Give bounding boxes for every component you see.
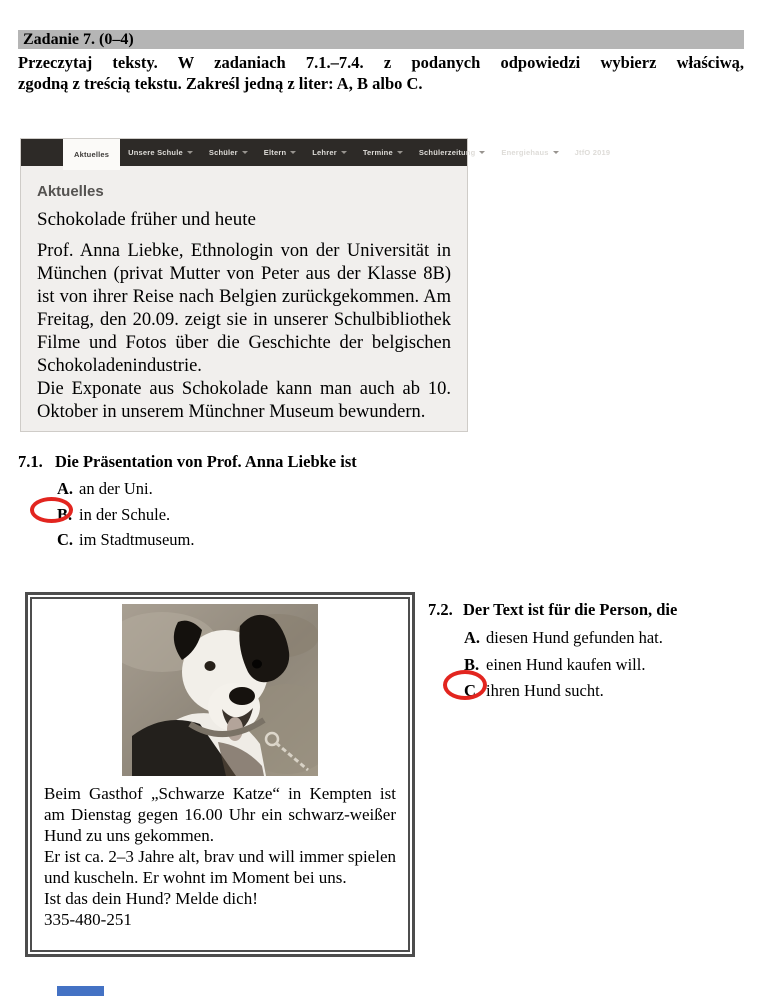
website-screenshot (20, 138, 611, 432)
question-7-2 (428, 600, 758, 705)
lost-dog-ad-text (44, 783, 396, 930)
nav-item-energiehaus[interactable] (493, 139, 566, 166)
task-header: Zadanie 7. (0–4) (18, 30, 744, 49)
nav-item-label: Aktuelles (74, 150, 110, 159)
question-7-2-number: 7.2. (428, 600, 453, 619)
instruction-line-1: Przeczytaj teksty. W zadaniach 7.1.–7.4. z podanych odpowiedzi wybierz właściwą, (18, 53, 744, 72)
nav-item-schüler[interactable] (201, 139, 256, 166)
nav-item-label: Lehrer (312, 148, 337, 157)
question-7-2-stem (428, 600, 758, 620)
nav-item-jtfo-2019[interactable] (567, 139, 619, 166)
option-letter: B. (57, 504, 73, 524)
website-body (21, 166, 467, 424)
chevron-down-icon (341, 151, 347, 154)
nav-item-label: Schüler (208, 148, 238, 157)
article-paragraph-1: Prof. Anna Liebke, Ethnologin von der Universität in München (privat Mutter von Peter aus der Klasse 8B) ist von ihrer Reise nach Belgien zurückgekommen. Am Freitag, den 20.09. zeigt sie in unserer Schulbibliothek Filme und Fotos über die Geschichte der belgischen Schokoladenindustrie. (37, 241, 451, 376)
option-7-1-A (57, 476, 438, 502)
task-instruction (18, 52, 744, 94)
ad-line-1: Beim Gasthof „Schwarze Katze“ in Kempten ist am Dienstag gegen 16.00 Uhr ein schwarz-weißer Hund zu uns gekommen. (44, 784, 396, 845)
option-text: ihren Hund sucht. (486, 681, 604, 700)
lost-dog-ad-box (25, 592, 415, 957)
lost-dog-ad-inner (30, 597, 410, 952)
option-letter: A. (57, 479, 74, 498)
nav-item-lehrer[interactable] (304, 139, 355, 166)
ad-phone-number: 335-480-251 (44, 910, 132, 929)
option-text: an der Uni. (79, 479, 153, 498)
option-text: in der Schule. (79, 504, 171, 524)
option-letter: A. (464, 628, 481, 647)
chevron-down-icon (479, 151, 485, 154)
question-7-1-options (57, 476, 438, 553)
website-section-heading: Aktuelles (37, 183, 104, 200)
option-7-1-B (57, 502, 438, 528)
chevron-down-icon (187, 151, 193, 154)
question-7-1-stem (18, 452, 438, 472)
question-7-1 (18, 452, 438, 553)
website-navbar (21, 139, 611, 166)
ad-line-3: Ist das dein Hund? Melde dich! (44, 889, 258, 908)
article-title: Schokolade früher und heute (37, 209, 256, 230)
chevron-down-icon (290, 151, 296, 154)
article-paragraph-2: Die Exponate aus Schokolade kann man auch ab 10. Oktober in unserem Münchner Museum bewundern. (37, 379, 451, 422)
footer-blue-bar (57, 986, 104, 996)
question-7-1-number: 7.1. (18, 452, 43, 471)
option-text: einen Hund kaufen will. (486, 654, 646, 674)
question-7-1-stem-text: Die Präsentation von Prof. Anna Liebke ist (55, 452, 357, 471)
nav-item-eltern[interactable] (256, 139, 304, 166)
chevron-down-icon (397, 151, 403, 154)
instruction-line-2: zgodną z treścią tekstu. Zakreśl jedną z liter: A, B albo C. (18, 74, 423, 93)
nav-item-label: Termine (362, 148, 393, 157)
option-letter: B. (464, 654, 480, 674)
nav-item-label: Energiehaus (501, 148, 549, 157)
option-letter: C. (464, 681, 481, 700)
question-7-2-stem-text: Der Text ist für die Person, die (463, 600, 678, 619)
nav-item-schülerzeitung[interactable] (411, 139, 494, 166)
nav-item-label: Unsere Schule (128, 148, 183, 157)
nav-item-termine[interactable] (355, 139, 411, 166)
dog-photo (122, 604, 318, 776)
option-letter: C. (57, 530, 74, 549)
chevron-down-icon (553, 151, 559, 154)
option-text: im Stadtmuseum. (79, 530, 195, 549)
chevron-down-icon (242, 151, 248, 154)
ad-line-2: Er ist ca. 2–3 Jahre alt, brav und will immer spielen und kuscheln. Er wohnt im Moment bei uns. (44, 847, 396, 887)
option-text: diesen Hund gefunden hat. (486, 628, 663, 647)
nav-item-label: Eltern (263, 148, 287, 157)
option-7-2-B (464, 652, 758, 679)
nav-item-unsere-schule[interactable] (120, 139, 201, 166)
option-7-2-C (464, 678, 758, 705)
option-7-1-C (57, 527, 438, 553)
nav-item-label: JtfO 2019 (574, 148, 611, 157)
question-7-2-options (464, 625, 758, 705)
nav-item-aktuelles[interactable] (63, 139, 120, 170)
option-7-2-A (464, 625, 758, 652)
nav-item-label: Schülerzeitung (418, 148, 476, 157)
